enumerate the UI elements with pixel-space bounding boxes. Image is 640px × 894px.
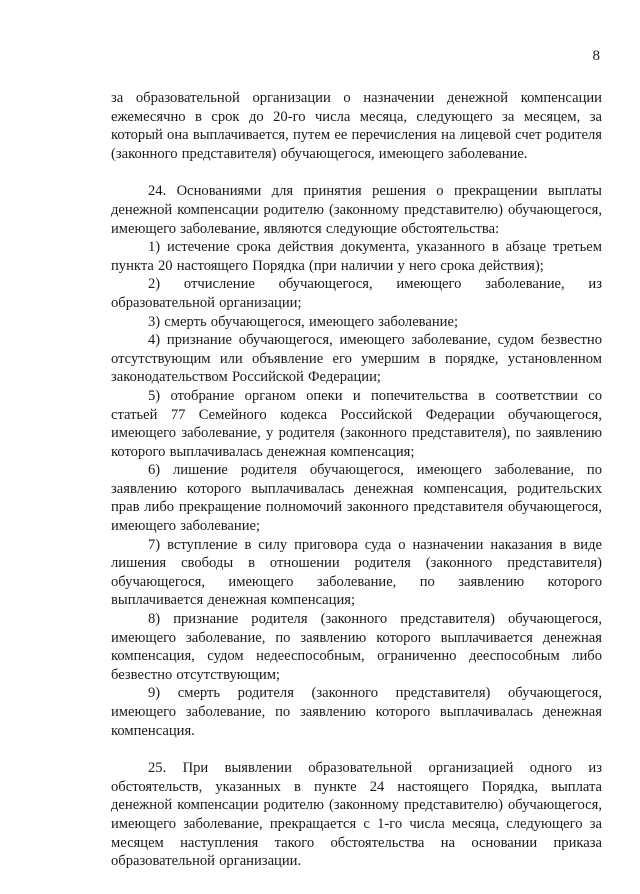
- section-25-paragraph: 25. При выявлении образовательной организацией одного из обстоятельств, указанных в пункте 24 настоящего Порядка, выплата денежной компенсации родителю (законному представителю) обучающегося, имеющего заболевание, прекращается с 1-го числа месяца, следующего за месяцем наступления такого обстоятельства на основании приказа образовательной организации.: [111, 760, 602, 870]
- section-24-item-8: 8) признание родителя (законного представителя) обучающегося, имеющего заболевание, по заявлению которого выплачивается денежная компенсация, судом недееспособным, ограниченно дееспособным либо безвестно отсутствующим;: [111, 611, 602, 683]
- intro-block: [111, 89, 602, 163]
- document-body: [111, 89, 602, 871]
- section-24-item-7: 7) вступление в силу приговора суда о назначении наказания в виде лишения свободы в отношении родителя (законного представителя) обучающегося, имеющего заболевание, по заявлению которого выплачивается денежная компенсация;: [111, 536, 602, 609]
- section-24: [111, 182, 602, 740]
- section-24-item-1: 1) истечение срока действия документа, указанного в абзаце третьем пункта 20 настоящего Порядка (при наличии у него срока действия);: [111, 239, 602, 274]
- section-24-item-4: 4) признание обучающегося, имеющего заболевание, судом безвестно отсутствующим или объявление его умершим в порядке, установленном законодательством Российской Федерации;: [111, 332, 602, 386]
- page-number: 8: [592, 48, 600, 64]
- section-24-item-6: 6) лишение родителя обучающегося, имеющего заболевание, по заявлению которого выплачивалась денежная компенсация, родительских прав либо прекращение полномочий законного представителя обучающегося, имеющего заболевание;: [111, 462, 602, 535]
- section-25: [111, 759, 602, 871]
- section-24-item-2: 2) отчисление обучающегося, имеющего заболевание, из образовательной организации;: [111, 276, 602, 311]
- section-24-item-9: 9) смерть родителя (законного представителя) обучающегося, имеющего заболевание, по заявлению которого выплачивалась денежная компенсация.: [111, 685, 602, 739]
- section-24-heading: 24. Основаниями для принятия решения о прекращении выплаты денежной компенсации родителю (законному представителю) обучающегося, имеющего заболевание, являются следующие обстоятельства:: [111, 183, 602, 237]
- section-24-item-3: 3) смерть обучающегося, имеющего заболевание;: [148, 313, 459, 330]
- section-24-item-5: 5) отобрание органом опеки и попечительства в соответствии со статьей 77 Семейного кодекса Российской Федерации обучающегося, имеющего заболевание, у родителя (законного представителя), по заявлению которого выплачивалась денежная компенсация;: [111, 387, 602, 460]
- intro-paragraph: за образовательной организации о назначении денежной компенсации ежемесячно в срок до 20-го числа месяца, следующего за месяцем, за который она выплачивается, путем ее перечисления на лицевой счет родителя (законного представителя) обучающегося, имеющего заболевание.: [111, 90, 602, 162]
